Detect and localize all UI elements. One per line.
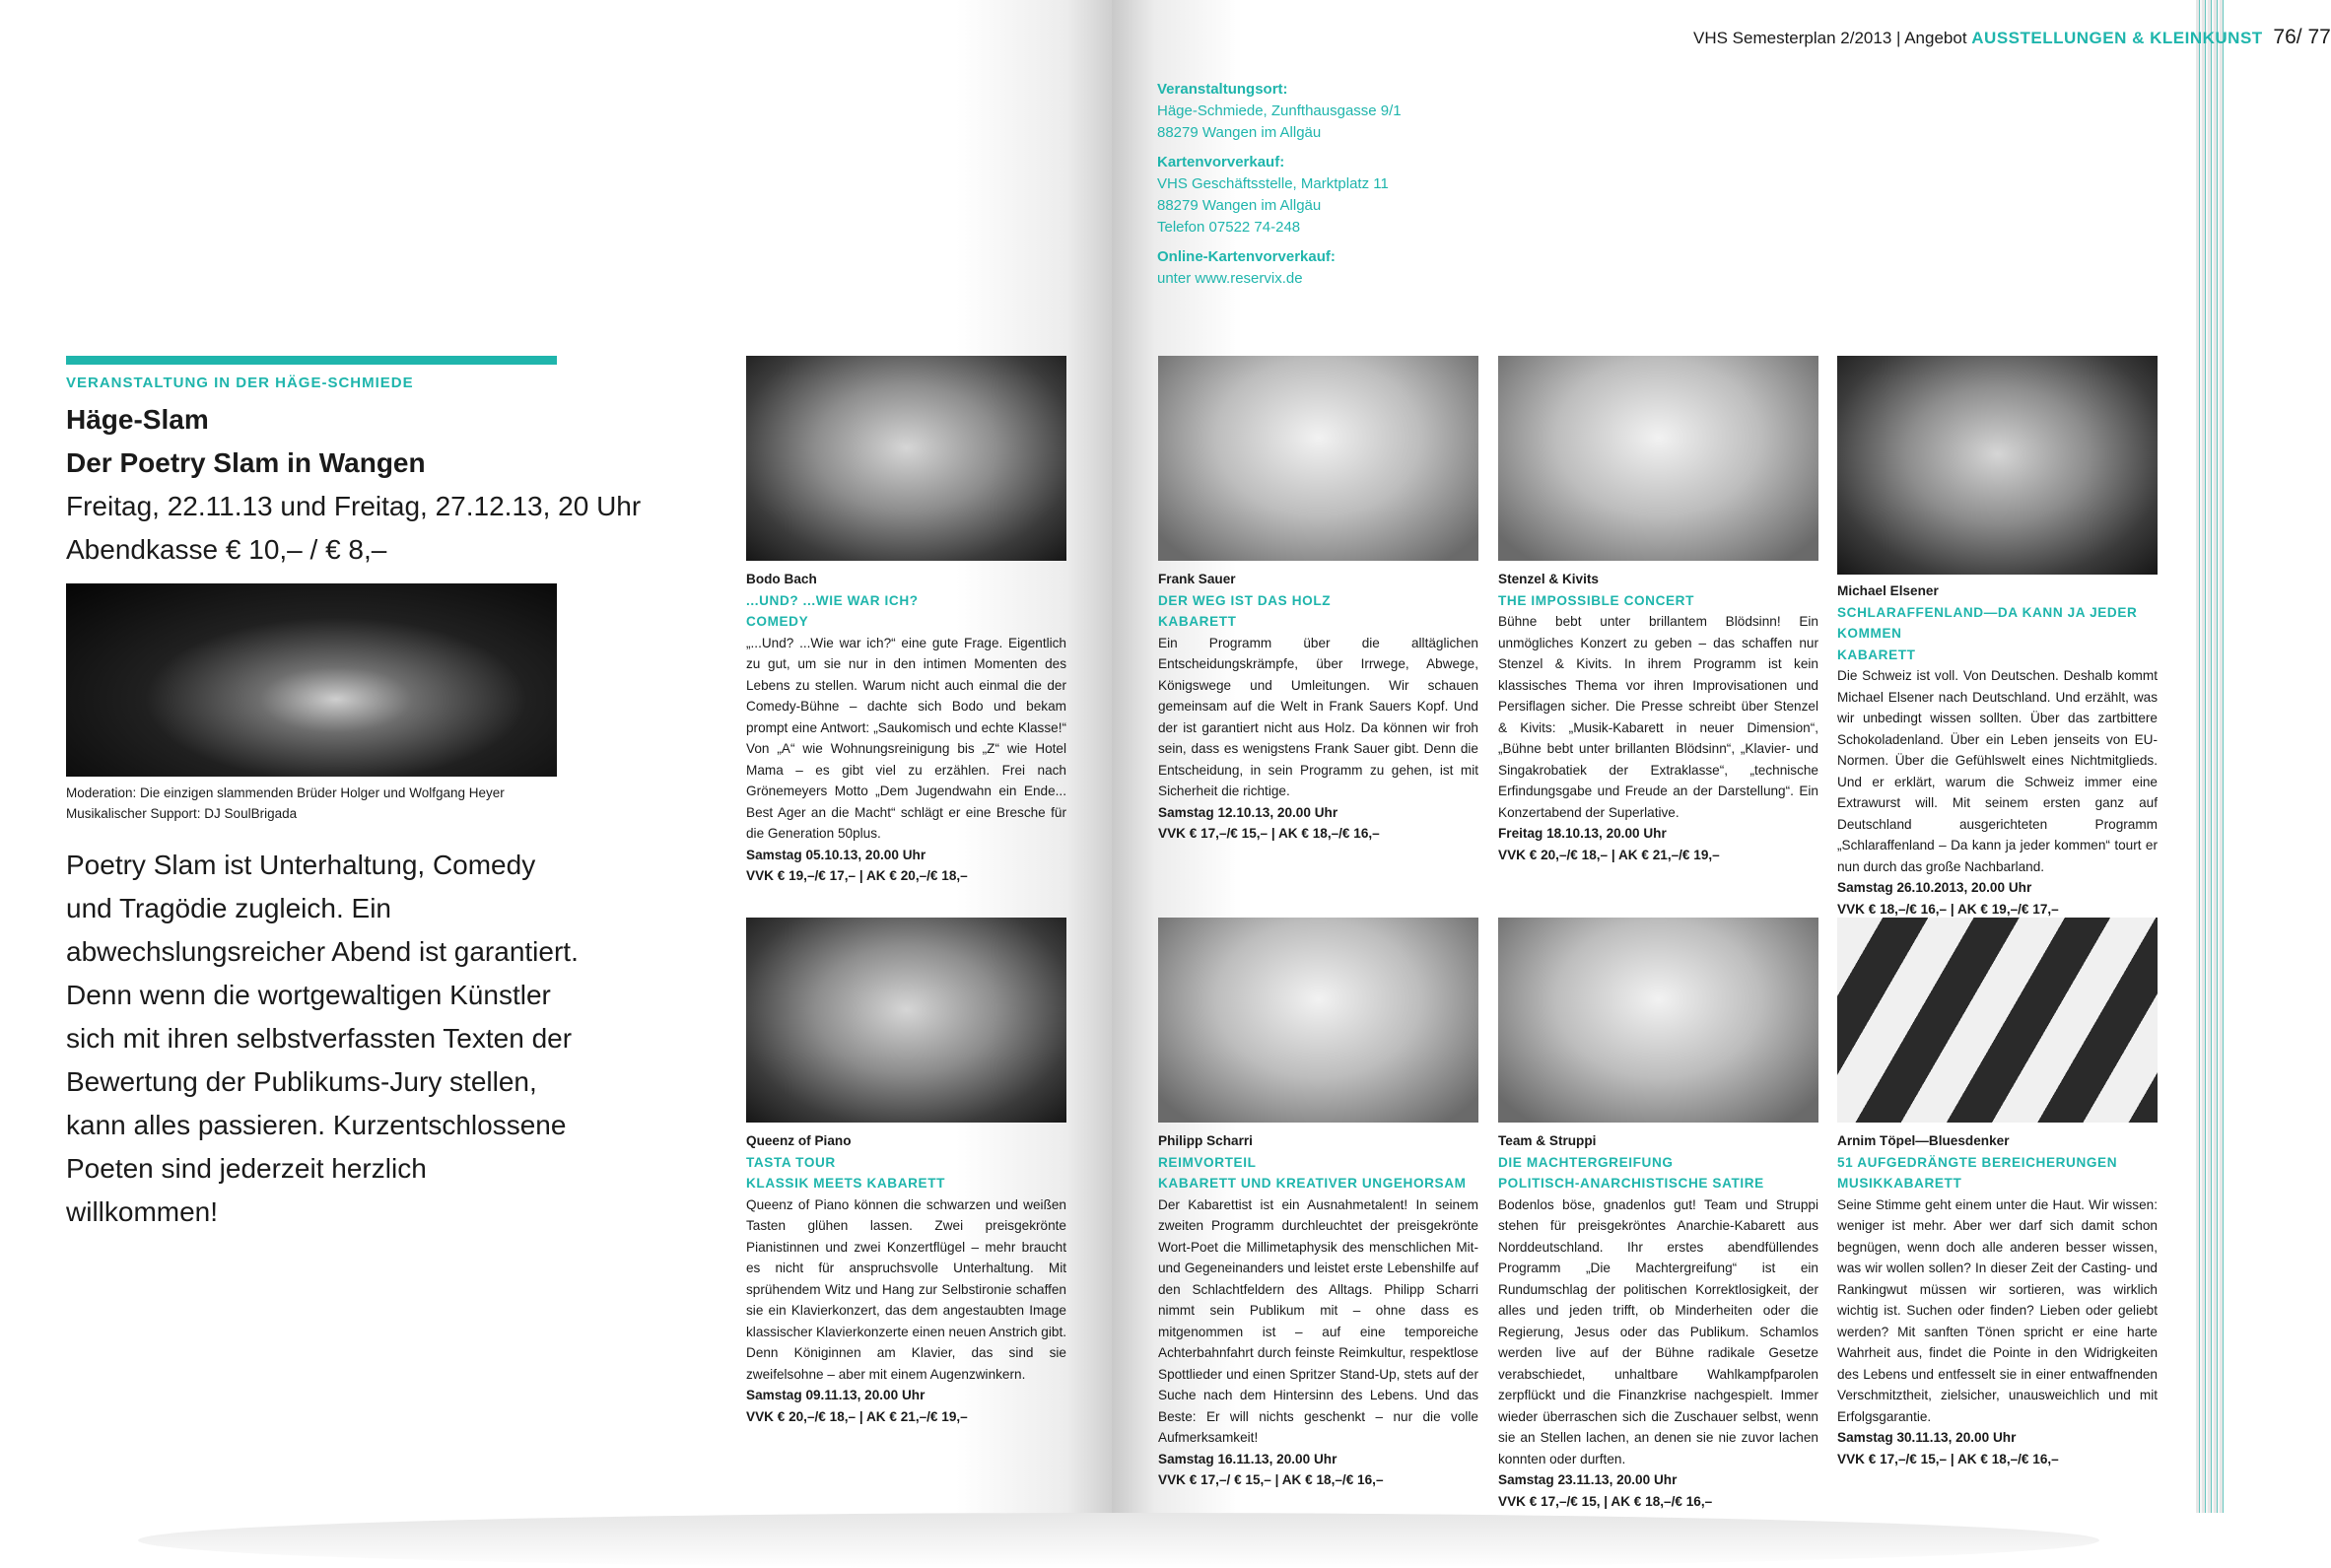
event-date: Samstag 09.11.13, 20.00 Uhr — [746, 1388, 926, 1402]
event-price: VVK € 19,–/€ 17,– | AK € 20,–/€ 18,– — [746, 868, 968, 883]
event-price: VVK € 20,–/€ 18,– | AK € 21,–/€ 19,– — [746, 1408, 968, 1424]
program-title: 51 AUFGEDRÄNGTE BEREICHERUNGEN — [1837, 1154, 2118, 1170]
event-description: Bodenlos böse, gnadenlos gut! Team und Struppi stehen für preisgekröntes Anarchie-Kabarett aus Norddeutschland. Ihr erstes abendfüllendes Programm „Die Machtergreifung“ ist ein Rundumschlag der politischen Korrektlosigkeit, der alles und jeden trifft, ob Minderheiten oder die Regierung, Jesus oder das Publikum. Schamlos werden live auf der Bühne radikale Gesetze verabschiedet, unhaltbare Wahlkampfparolen zerpflückt und die Finanzkrise nachgespielt. Immer wieder überraschen sich die Zuschauer selbst, wenn sie an Stellen lachen, an denen sie nie zuvor lachen konnten oder durften. — [1498, 1196, 1818, 1466]
event-date: Samstag 05.10.13, 20.00 Uhr — [746, 847, 926, 862]
event-text — [1498, 1130, 1818, 1512]
page-shadow — [138, 1513, 2099, 1568]
lead-subtitle: Der Poetry Slam in Wangen — [66, 447, 426, 478]
lead-kicker: VERANSTALTUNG IN DER HÄGE-SCHMIEDE — [66, 375, 414, 391]
teal-rule — [66, 356, 557, 365]
program-genre: KABARETT — [1837, 647, 1916, 662]
event-date: Freitag 18.10.13, 20.00 Uhr — [1498, 826, 1667, 841]
program-genre: KLASSIK MEETS KABARETT — [746, 1176, 946, 1191]
event-price: VVK € 17,–/€ 15,– | AK € 18,–/€ 16,– — [1158, 826, 1380, 841]
artist-photo — [1498, 918, 1818, 1123]
event-description: Die Schweiz ist voll. Von Deutschen. Deshalb kommt Michael Elsener nach Deutschland. Und erzählt, was wir unbedingt wissen sollten. Über das zartbittere Schokoladenland. Über ein Leben jenseits von EU-Normen. Über die Gefühlswelt eines Nichtmitglieds. Und er erklärt, warum die Schweiz immer eine Extrawurst will. Mit seinem ersten ganz auf Deutschland ausgerichteten Programm „Schlaraffenland – Da kann ja jeder kommen“ tourt er nun durch das große Nachbarland. — [1837, 668, 2158, 874]
event-description: Queenz of Piano können die schwarzen und weißen Tasten glühen lassen. Zwei preisgekrönte Pianistinnen und zwei Konzertflügel – mehr braucht es nicht für anspruchsvolle Unterhaltung. Mit sprühendem Witz und Hang zur Selbstironie schaffen sie ein Klavierkonzert, das dem angestaubten Image klassischer Klavierkonzerte einen neuen Anstrich gibt. Denn Königinnen am Klavier, das sind sie zweifelsohne – aber mit einem Augenzwinkern. — [746, 1196, 1066, 1382]
program-genre: MUSIKKABARETT — [1837, 1176, 1962, 1191]
presale-label: Kartenvorverkauf: — [1157, 154, 1285, 170]
artist-photo — [1498, 356, 1818, 561]
event-date: Samstag 16.11.13, 20.00 Uhr — [1158, 1451, 1337, 1466]
artist-name: Arnim Töpel—Bluesdenker — [1837, 1133, 2010, 1148]
venue-line: 88279 Wangen im Allgäu — [1157, 124, 1322, 141]
artist-name: Bodo Bach — [746, 572, 817, 586]
program-title: DER WEG IST DAS HOLZ — [1158, 592, 1332, 608]
program-title: SCHLARAFFENLAND—DA KANN JA JEDER KOMMEN — [1837, 604, 2138, 641]
running-header — [1693, 26, 2331, 53]
artist-photo — [1837, 918, 2158, 1123]
venue-label: Veranstaltungsort: — [1157, 81, 1288, 98]
online-presale-label: Online-Kartenvorverkauf: — [1157, 248, 1336, 265]
venue-block — [1157, 79, 1591, 290]
program-title: DIE MACHTERGREIFUNG — [1498, 1154, 1674, 1170]
presale-line: VHS Geschäftsstelle, Marktplatz 11 — [1157, 175, 1389, 192]
program-genre: COMEDY — [746, 614, 809, 629]
event-description: Seine Stimme geht einem unter die Haut. Wir wissen: weniger ist mehr. Aber wer darf sich damit schon begnügen, wenn doch alle anderen besser wissen, was wir wollen sollen? In dieser Zeit der Casting- und Rankingwut müssen wir sortieren, was wirklich wichtig ist. Suchen oder finden? Lieben oder geliebt werden? Mit sanften Tönen spricht er eine harte Wahrheit aus, findet die Pointe in den Widrigkeiten des Lebens und entfesselt sie in einer entwaffnenden Verschmitztheit, zielsicher, unausweichlich und mit Erfolgsgarantie. — [1837, 1196, 2158, 1424]
event-price: VVK € 18,–/€ 16,– | AK € 19,–/€ 17,– — [1837, 901, 2059, 917]
artist-photo — [1837, 356, 2158, 575]
event-date: Samstag 12.10.13, 20.00 Uhr — [1158, 804, 1338, 820]
online-presale-link[interactable]: unter www.reservix.de — [1157, 270, 1303, 287]
presale-line: Telefon 07522 74-248 — [1157, 219, 1301, 236]
lead-stage-photo — [66, 583, 557, 777]
artist-photo — [1158, 356, 1478, 561]
program-genre: KABARETT UND KREATIVER UNGEHORSAM — [1158, 1176, 1467, 1191]
program-title: THE IMPOSSIBLE CONCERT — [1498, 592, 1694, 608]
page-edge-stripes — [2196, 0, 2224, 1513]
lead-caption: Moderation: Die einzigen slammenden Brüder Holger und Wolfgang Heyer — [66, 785, 505, 800]
event-text — [1837, 580, 2158, 920]
event-text — [746, 569, 1066, 887]
event-description: „...Und? ...Wie war ich?“ eine gute Frage. Eigentlich zu gut, um sie nur in den intimen Momenten des Lebens zu stellen. Warum nicht auch einmal die der Comedy-Bühne – dachte sich Bodo und bekam prompt eine Antwort: „Saukomisch und echte Klasse!“ Von „A“ wie Wohnungsreinigung bis „Z“ wie Hotel Mama – es gibt viel zu erzählen. Frei nach Grönemeyers Motto „Dem Jugendwahn ein Ende... Best Ager an die Macht“ schlägt er eine Bresche für die Generation 50plus. — [746, 635, 1066, 841]
artist-name: Team & Struppi — [1498, 1133, 1597, 1148]
lead-price: Abendkasse € 10,– / € 8,– — [66, 534, 387, 565]
event-date: Samstag 26.10.2013, 20.00 Uhr — [1837, 880, 2032, 895]
event-text — [746, 1130, 1066, 1427]
event-date: Samstag 30.11.13, 20.00 Uhr — [1837, 1430, 2017, 1445]
event-price: VVK € 17,–/€ 15, | AK € 18,–/€ 16,– — [1498, 1493, 1713, 1509]
program-genre: KABARETT — [1158, 614, 1237, 629]
event-text — [1158, 569, 1478, 845]
program-title: TASTA TOUR — [746, 1154, 836, 1170]
venue-line: Häge-Schmiede, Zunfthausgasse 9/1 — [1157, 102, 1402, 119]
event-text — [1158, 1130, 1478, 1491]
artist-photo — [746, 918, 1066, 1123]
lead-intro: Poetry Slam ist Unterhaltung, Comedy und Tragödie zugleich. Ein abwechslungsreicher Abend ist garantiert. Denn wenn die wortgewaltigen Künstler sich mit ihren selbstverfassten Texten der Bewertung der Publikums-Jury stellen, kann alles passieren. Kurzentschlossene Poeten sind jederzeit herzlich willkommen! — [66, 850, 579, 1227]
header-section: AUSSTELLUNGEN & KLEINKUNST — [1971, 29, 2263, 47]
artist-name: Philipp Scharri — [1158, 1133, 1253, 1148]
event-description: Ein Programm über die alltäglichen Entscheidungskrämpfe, über Irrwege, Abwege, Königswege und Umleitungen. Wir schauen gemeinsam auf die Welt in Frank Sauers Kopf. Und der ist garantiert nicht aus Holz. Da können wir froh sein, dass es wenigstens Frank Sauer gibt. Denn die Entscheidung, in sein Programm zu gehen, ist mit Sicherheit die richtige. — [1158, 635, 1478, 798]
event-text — [1498, 569, 1818, 865]
header-left-text: VHS Semesterplan 2/2013 | Angebot — [1693, 29, 1967, 47]
event-description: Bühne bebt unter brillantem Blödsinn! Ein unmögliches Konzert zu geben – das schaffen nur Stenzel & Kivits. In ihrem Programm ist kein klassisches Thema vor ihren Improvisationen und Persiflagen sicher. Die Presse schreibt über Stenzel & Kivits: „Musik-Kabarett in neuer Dimension“, „Bühne bebt unter brillanten Blödsinn“, „Klavier- und Singakrobatiek der Extraklasse“, „technische Erfindungsgabe und Freude an der Darstellung“. Ein Konzertabend der Superlative. — [1498, 614, 1818, 820]
presale-line: 88279 Wangen im Allgäu — [1157, 197, 1322, 214]
artist-photo — [746, 356, 1066, 561]
artist-name: Frank Sauer — [1158, 572, 1236, 586]
lead-dates: Freitag, 22.11.13 und Freitag, 27.12.13, 20 Uhr — [66, 491, 642, 521]
event-text — [1837, 1130, 2158, 1469]
event-price: VVK € 17,–/ € 15,– | AK € 18,–/€ 16,– — [1158, 1472, 1384, 1487]
program-genre: POLITISCH-ANARCHISTISCHE SATIRE — [1498, 1176, 1764, 1191]
artist-name: Michael Elsener — [1837, 583, 1939, 598]
program-title: REIMVORTEIL — [1158, 1154, 1257, 1170]
event-price: VVK € 20,–/€ 18,– | AK € 21,–/€ 19,– — [1498, 847, 1720, 862]
lead-title: Häge-Slam — [66, 404, 209, 435]
program-title: ...UND? ...WIE WAR ICH? — [746, 592, 919, 608]
artist-photo — [1158, 918, 1478, 1123]
event-description: Der Kabarettist ist ein Ausnahmetalent! In seinem zweiten Programm durchleuchtet der preisgekrönte Wort-Poet die Millimetaphysik des menschlichen Mit- und Gegeneinanders und leistet erste Lebenshilfe auf den Schlachtfeldern des Alltags. Philipp Scharri nimmt sein Publikum mit – ohne dass es mitgenommen ist – auf eine temporeiche Achterbahnfahrt durch feinste Reimkultur, respektlose Spottlieder und einen Spritzer Stand-Up, stets auf der Suche nach dem Hintersinn des Lebens. Und das Beste: Er will nichts geschenkt – nur die volle Aufmerksamkeit! — [1158, 1196, 1478, 1445]
artist-name: Queenz of Piano — [746, 1133, 852, 1148]
event-price: VVK € 17,–/€ 15,– | AK € 18,–/€ 16,– — [1837, 1451, 2059, 1466]
lead-caption: Musikalischer Support: DJ SoulBrigada — [66, 806, 298, 821]
artist-name: Stenzel & Kivits — [1498, 572, 1599, 586]
event-date: Samstag 23.11.13, 20.00 Uhr — [1498, 1472, 1678, 1487]
page-numbers: 76/ 77 — [2273, 26, 2331, 48]
